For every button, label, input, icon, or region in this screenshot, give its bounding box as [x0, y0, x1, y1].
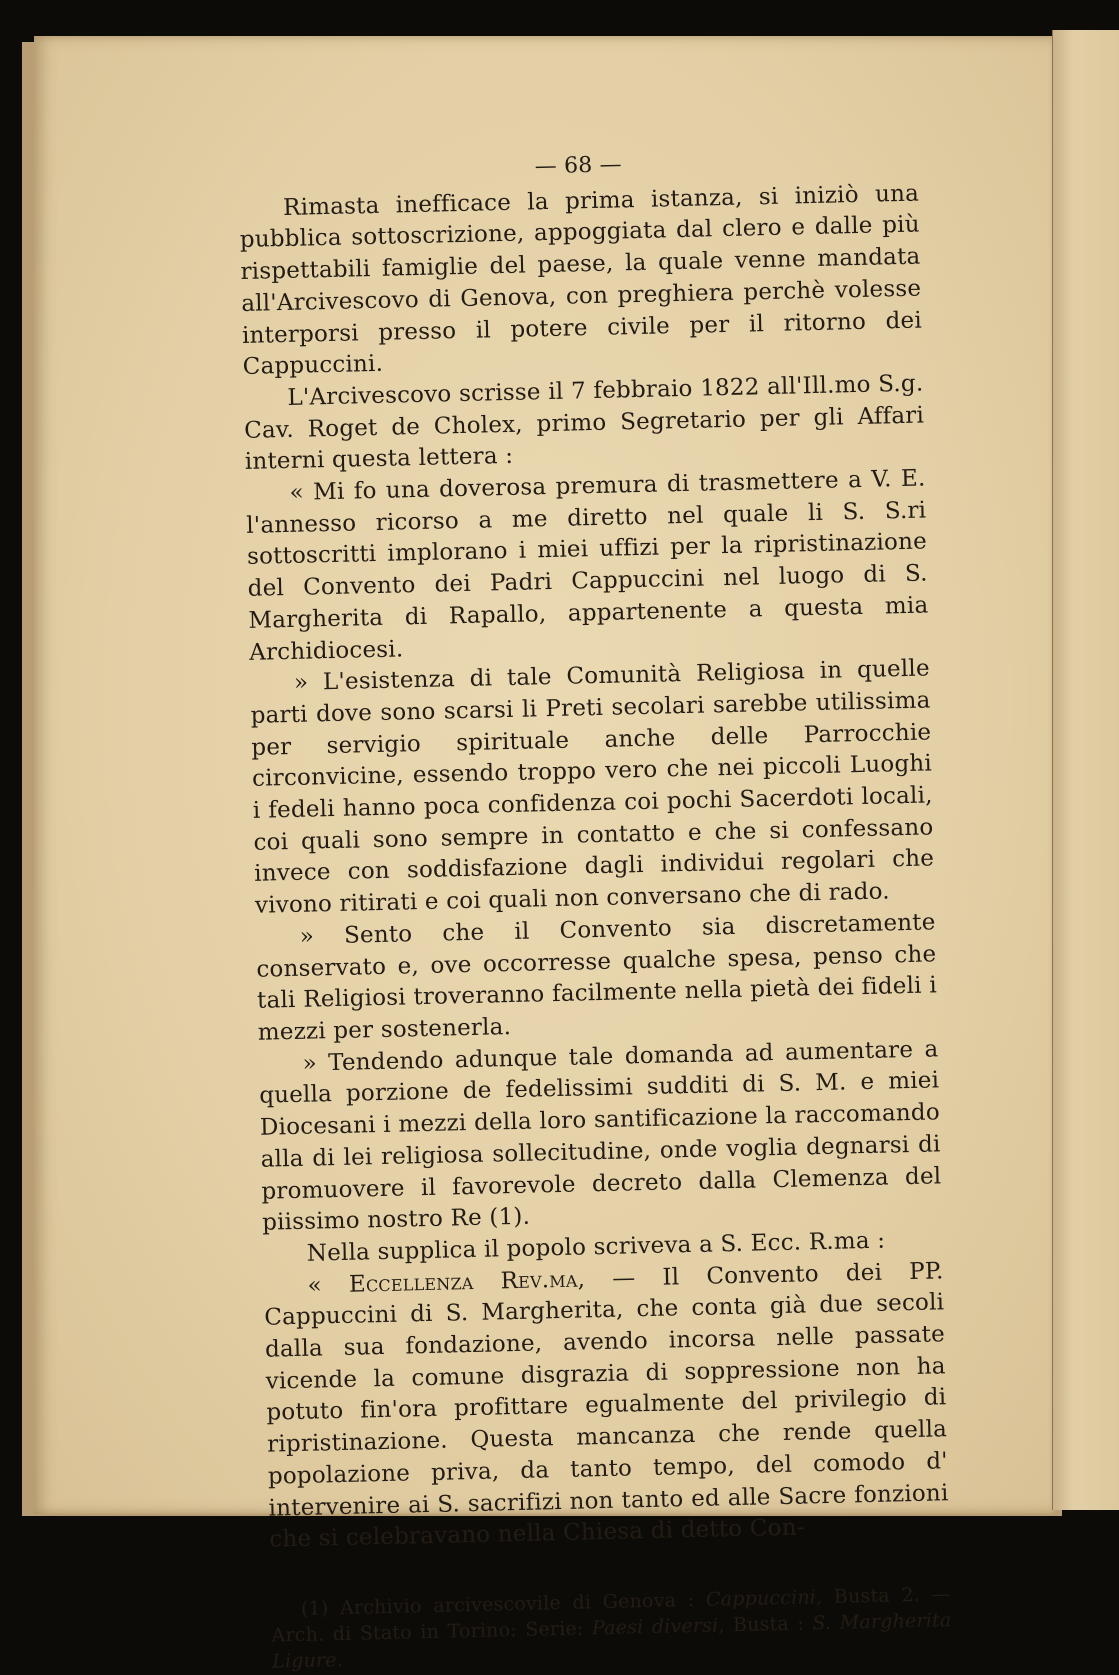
footnote-text: Busta 2. — Arch. di Stato in Torino: Serie:: [271, 1583, 952, 1647]
footnote-ref: Cappuccini,: [705, 1586, 823, 1611]
paragraph: « Mi fo una doverosa premura di trasmettere a V. E. l'annesso ricorso a me diretto nel quale li S. S.ri sottoscritti implorano i miei uffizi per la ripristinazione del Convento dei Padri Cappuccini nel luogo di S. Margherita di Rapallo, appartenente a questa mia Archidiocesi.: [246, 465, 929, 666]
paragraph: » L'esistenza di tale Comunità Religiosa in quelle parti dove sono scarsi li Preti secolari sarebbe utilissima per servigio spirituale anche delle Parrocchie circonvicine, essendo troppo vero che nei piccoli Luoghi i fedeli hanno poca confidenza coi pochi Sacerdoti locali, coi quali sono sempre in contatto e che si confessano invece con soddisfazione dagli individui regolari che vivono ritirati e coi quali non conversano che di rado.: [250, 655, 935, 919]
paragraph-petition: [263, 1256, 949, 1557]
petition-text: — Il Convento dei PP. Cappuccini di S. Margherita, che conta già due secoli dalla sua fondazione, avendo incorsa nelle passate vicende la comune disgrazia di soppressione non ha potuto fin'ora profittare egualmente del privilegio di ripristinazione. Questa mancanza che rende quella popolazione priva, da tanto tempo, del comodo d' intervenire ai S. sacrifizi non tanto ed alle Sacre fonzioni che si celebravano nella Chiesa di detto Con-: [264, 1257, 949, 1553]
text-block: [238, 143, 952, 1675]
footnote-ref: S. Margherita Ligure.: [271, 1609, 952, 1673]
footnote: [271, 1581, 953, 1674]
footnote-ref: Paesi diversi,: [591, 1614, 725, 1640]
facing-page-edge: [1052, 30, 1119, 1510]
footnote-text: (1) Archivio arcivescovile di Genova :: [300, 1588, 707, 1620]
footnote-text: Busta :: [724, 1612, 813, 1637]
paragraph: L'Arcivescovo scrisse il 7 febbraio 1822 all'Ill.mo S.g. Cav. Roget de Cholex, primo Segretario per gli Affari interni questa lettera :: [243, 370, 925, 476]
salutation: « Eccellenza Rev.ma,: [307, 1266, 586, 1299]
page-number: — 68 —: [534, 152, 623, 180]
paragraph: Rimasta inefficace la prima istanza, si iniziò una pubblica sottoscrizione, appoggiata dal clero e dalle più rispettabili famiglie del paese, la quale venne mandata all'Arcivescovo di Genova, con preghiera perchè volesse interporsi presso il potere civile per il ritorno dei Cappuccini.: [239, 180, 923, 381]
paragraph: » Tendendo adunque tale domanda ad aumentare a quella porzione de fedelissimi sudditi di S. M. e miei Diocesani i mezzi della loro santificazione la raccomando alla di lei religiosa sollecitudine, onde voglia degnarsi di promuovere il favorevole decreto dalla Clemenza del piissimo nostro Re (1).: [258, 1036, 942, 1236]
paragraph: » Sento che il Convento sia discretamente conservato e, ove occorresse qualche spesa, penso che tali Religiosi troveranno facilmente nella pietà dei fideli i mezzi per sostenerla.: [256, 909, 938, 1046]
paragraph: Nella supplica il popolo scriveva a S. Ecc. R.ma :: [306, 1227, 886, 1267]
